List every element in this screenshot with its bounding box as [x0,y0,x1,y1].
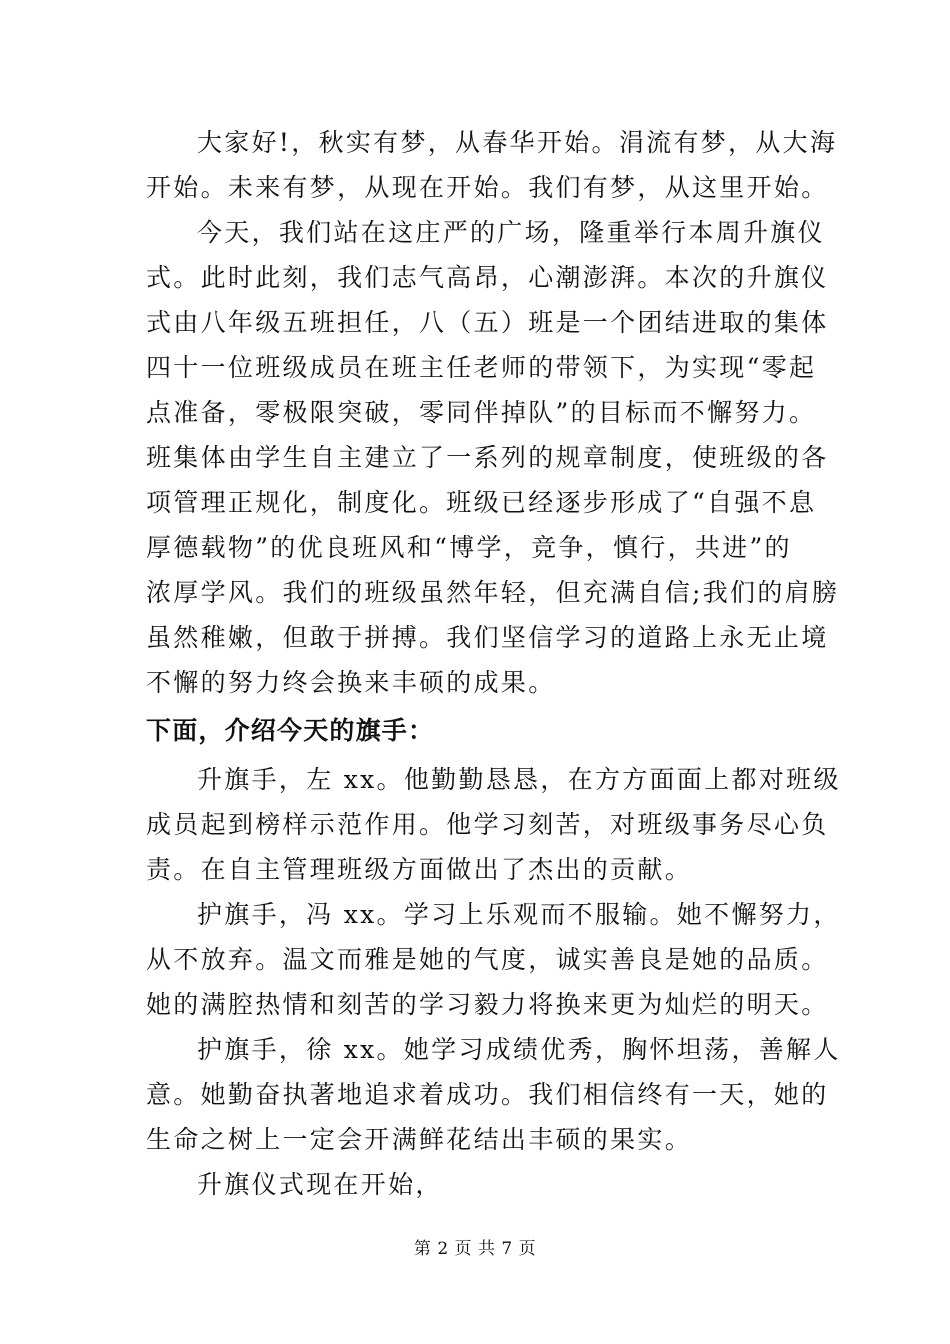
paragraph-guard2-line-3: 生命之树上一定会开满鲜花结出丰硕的果实。 [146,1125,693,1154]
paragraph-intro-line-9: 浓厚学风。我们的班级虽然年轻，但充满自信;我们的肩膀 [146,578,840,607]
section-heading-flag-bearers: 下面，介绍今天的旗手： [146,716,435,745]
paragraph-intro-line-1: 今天，我们站在这庄严的广场，隆重举行本周升旗仪 [197,218,825,247]
paragraph-intro-line-10: 虽然稚嫩，但敢于拼搏。我们坚信学习的道路上永无止境 [146,623,829,652]
paragraph-raiser-line-1: 升旗手，左 xx。他勤勤恳恳，在方方面面上都对班级 [197,765,841,794]
paragraph-intro-line-6: 班集体由学生自主建立了一系列的规章制度，使班级的各 [146,443,829,472]
paragraph-intro-line-2: 式。此时此刻，我们志气高昂，心潮澎湃。本次的升旗仪 [146,263,829,292]
paragraph-guard1-line-3: 她的满腔热情和刻苦的学习毅力将换来更为灿烂的明天。 [146,990,829,1019]
paragraph-ceremony-start: 升旗仪式现在开始， [197,1170,443,1199]
paragraph-intro-line-3: 式由八年级五班担任，八（五）班是一个团结进取的集体 [146,308,829,337]
paragraph-intro-line-8: 厚德载物”的优良班风和“博学，竞争，慎行，共进”的 [146,533,792,562]
paragraph-intro-line-4: 四十一位班级成员在班主任老师的带领下，为实现“零起 [146,353,817,382]
paragraph-raiser-line-3: 责。在自主管理班级方面做出了杰出的贡献。 [146,855,693,884]
paragraph-intro-line-7: 项管理正规化，制度化。班级已经逐步形成了“自强不息 [146,488,817,517]
paragraph-greeting-line-1: 大家好!，秋实有梦，从春华开始。涓流有梦，从大海 [197,128,838,157]
paragraph-guard2-line-1: 护旗手，徐 xx。她学习成绩优秀，胸怀坦荡，善解人 [197,1035,841,1064]
paragraph-greeting-line-2: 开始。未来有梦，从现在开始。我们有梦，从这里开始。 [146,173,829,202]
page-footer: 第 2 页 共 7 页 [413,1239,537,1259]
paragraph-raiser-line-2: 成员起到榜样示范作用。他学习刻苦，对班级事务尽心负 [146,810,829,839]
paragraph-guard2-line-2: 意。她勤奋执著地追求着成功。我们相信终有一天，她的 [146,1080,829,1109]
paragraph-guard1-line-1: 护旗手，冯 xx。学习上乐观而不服输。她不懈努力， [197,900,841,929]
paragraph-intro-line-5: 点准备，零极限突破，零同伴掉队”的目标而不懈努力。 [146,398,817,427]
paragraph-intro-line-11: 不懈的努力终会换来丰硕的成果。 [146,668,556,697]
paragraph-guard1-line-2: 从不放弃。温文而雅是她的气度，诚实善良是她的品质。 [146,945,829,974]
